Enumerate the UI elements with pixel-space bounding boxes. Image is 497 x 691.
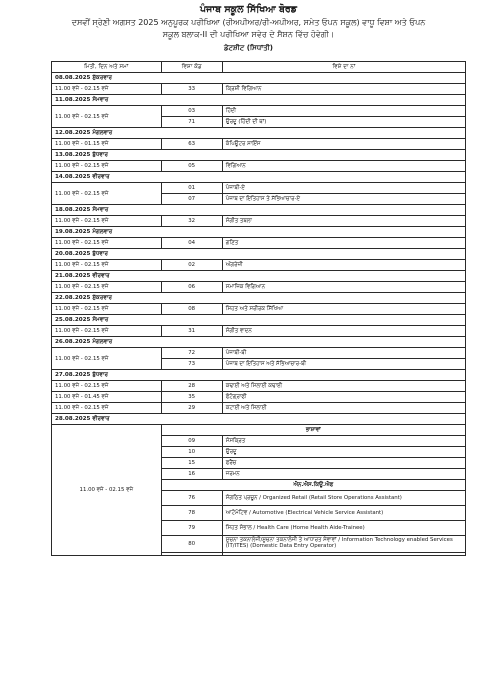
date-row: 18.08.2025 ਸੋਮਵਾਰ [52,205,466,216]
subject-code-cell: 05 [161,161,222,172]
subject-code-cell: 04 [161,238,222,249]
subject-code-cell: 73 [161,359,222,370]
subject-name-cell: ਸਿਹਤ ਸੰਭਾਲ / Health Care (Home Health Aide-Trainee) [222,521,465,536]
time-cell: 11.00 ਵਜੇ - 02.15 ਵਜੇ [52,425,162,556]
subject-name-cell: ਫਰੈਂਚ [222,458,465,469]
time-cell: 11.00 ਵਜੇ - 02.15 ਵਜੇ [52,403,162,414]
table-row [52,260,466,271]
table-row [52,139,466,150]
time-cell: 11.00 ਵਜੇ - 02.15 ਵਜੇ [52,381,162,392]
time-cell: 11.00 ਵਜੇ - 02.15 ਵਜੇ [52,183,162,205]
subject-name-cell: ਹਿੰਦੀ [222,106,465,117]
table-row [52,392,466,403]
subject-name-cell: ਪੰਜਾਬੀ-ਬੀ [222,348,465,359]
date-row: 26.08.2025 ਮੰਗਲਵਾਰ [52,337,466,348]
subject-name-cell: ਉਰਦੂ (ਹਿੰਦੀ ਦੀ ਥਾਂ) [222,117,465,128]
subject-code-cell: 10 [161,447,222,458]
date-row: 19.08.2025 ਮੰਗਲਵਾਰ [52,227,466,238]
time-cell: 11.00 ਵਜੇ - 02.15 ਵਜੇ [52,84,162,95]
subject-name-cell: ਕਟਾਈ ਅਤੇ ਸਿਲਾਈ [222,403,465,414]
table-row [52,106,466,117]
time-cell: 11.00 ਵਜੇ - 02.15 ਵਜੇ [52,348,162,370]
column-header-subject-code: ਵਿਸ਼ਾ ਕੋਡ [161,62,222,73]
date-row: 28.08.2025 ਵੀਰਵਾਰ [52,414,466,425]
subject-name-cell: ਵਿਗਿਆਨ [222,161,465,172]
subject-name-cell: ਆਟੋਮੋਟਿਵ / Automotive (Electrical Vehicle Service Assistant) [222,506,465,521]
subject-code-cell: 78 [161,506,222,521]
subject-name-cell: ਸੰਸਕ੍ਰਿਤ [222,436,465,447]
exam-description-line-2: ਸਕੂਲ ਬਲਾਕ-II ਦੀ ਪਰੀਖਿਆ ਸਵੇਰ ਦੇ ਸੈਸ਼ਨ ਵਿੱਚ ਹੋਵੇਗੀ। [162,30,335,39]
time-cell: 11.00 ਵਜੇ - 02.15 ਵਜੇ [52,282,162,293]
subject-name-cell: ਸੂਚਨਾ ਤਕਨਾਲੋਜੀ/ਸੂਚਨਾ ਤਕਨਾਲੋਜੀ ਤੇ ਆਧਾਰਤ ਸੇਵਾਵਾਂ / Information Technology enabled Services (IT/ITES) (Domestic Data Entry Operator) [222,536,465,553]
table-row [52,282,466,293]
date-row: 25.08.2025 ਸੋਮਵਾਰ [52,315,466,326]
time-cell: 11.00 ਵਜੇ - 01.15 ਵਜੇ [52,139,162,150]
subject-code-cell: 01 [161,183,222,194]
table-spacer-cell [222,553,465,556]
table-row [52,238,466,249]
languages-subheading: ਭਾਸ਼ਾਵਾਂ [161,425,465,436]
subject-name-cell: ਗਣਿਤ [222,238,465,249]
subject-name-cell: ਉਰਦੂ [222,447,465,458]
time-cell: 11.00 ਵਜੇ - 02.15 ਵਜੇ [52,260,162,271]
date-sheet-table [51,61,466,556]
subject-code-cell: 07 [161,194,222,205]
subject-code-cell: 72 [161,348,222,359]
subject-name-cell: ਫੋਟੋਗ੍ਰਾਫੀ [222,392,465,403]
time-cell: 11.00 ਵਜੇ - 02.15 ਵਜੇ [52,238,162,249]
date-row: 20.08.2025 ਬੁੱਧਵਾਰ [52,249,466,260]
subject-code-cell: 28 [161,381,222,392]
table-row [52,381,466,392]
subject-name-cell: ਪੰਜਾਬ ਦਾ ਇਤਿਹਾਸ ਅਤੇ ਸੱਭਿਆਚਾਰ-ਬੀ [222,359,465,370]
exam-description-line-1: ਦਸਵੀਂ ਸ੍ਰੇਣੀ ਅਗਸਤ 2025 ਅਨੁਪੂਰਕ ਪਰੀਖਿਆ (ਰੀਅਪੀਅਰ/ਰੀ-ਅਪੀਅਰ, ਸਮੇਤ ਓਪਨ ਸਕੂਲ) ਵਾਧੂ ਵਿਸ਼ਾ ਅਤੇ ਓਪਨ [71,18,426,27]
table-row [52,216,466,227]
subject-code-cell: 33 [161,84,222,95]
subject-name-cell: ਸਿਹਤ ਅਤੇ ਸਰੀਰਕ ਸਿੱਖਿਆ [222,304,465,315]
table-row [52,326,466,337]
date-row: 13.08.2025 ਬੁੱਧਵਾਰ [52,150,466,161]
subject-name-cell: ਕਢਾਈ ਅਤੇ ਸਿਲਾਈ ਕਢਾਈ [222,381,465,392]
subject-code-cell: 06 [161,282,222,293]
date-row: 22.08.2025 ਸ਼ੁੱਕਰਵਾਰ [52,293,466,304]
subject-code-cell: 35 [161,392,222,403]
subject-name-cell: ਸੰਗੀਤ ਵਾਦਨ [222,326,465,337]
date-row: 14.08.2025 ਵੀਰਵਾਰ [52,172,466,183]
time-cell: 11.00 ਵਜੇ - 01.45 ਵਜੇ [52,392,162,403]
subject-code-cell: 32 [161,216,222,227]
subject-code-cell: 71 [161,117,222,128]
subject-name-cell: ਪੰਜਾਬੀ-ਏ [222,183,465,194]
subject-code-cell: 15 [161,458,222,469]
column-header-date-time: ਮਿਤੀ, ਦਿਨ ਅਤੇ ਸਮਾਂ [52,62,162,73]
subject-name-cell: ਕੰਪਿਊਟਰ ਸਾਇੰਸ [222,139,465,150]
subject-code-cell: 31 [161,326,222,337]
subject-code-cell: 80 [161,536,222,553]
table-row [52,425,466,436]
date-row: 08.08.2025 ਸ਼ੁੱਕਰਵਾਰ [52,73,466,84]
table-row [52,304,466,315]
subject-name-cell: ਜਰਮਨ [222,469,465,480]
table-row [52,403,466,414]
date-row: 27.08.2025 ਬੁੱਧਵਾਰ [52,370,466,381]
time-cell: 11.00 ਵਜੇ - 02.15 ਵਜੇ [52,326,162,337]
date-sheet-heading: ਡੇਟਸ਼ੀਟ (ਸਿਧਾਂਤੀ) [223,44,274,52]
subject-code-cell: 29 [161,403,222,414]
subject-name-cell: ਕ੍ਰਿਸ਼ੀ ਵਿਗਿਆਨ [222,84,465,95]
column-header-subject-name: ਵਿਸ਼ੇ ਦਾ ਨਾਂ [222,62,465,73]
subject-code-cell: 02 [161,260,222,271]
date-row: 21.08.2025 ਵੀਰਵਾਰ [52,271,466,282]
subject-name-cell: ਸਮਾਜਿਕ ਵਿਗਿਆਨ [222,282,465,293]
subject-name-cell: ਸੰਗੀਤ ਤਬਲਾ [222,216,465,227]
table-row [52,183,466,194]
date-row: 12.08.2025 ਮੰਗਲਵਾਰ [52,128,466,139]
subject-code-cell: 63 [161,139,222,150]
subject-code-cell: 79 [161,521,222,536]
time-cell: 11.00 ਵਜੇ - 02.15 ਵਜੇ [52,161,162,172]
subject-code-cell: 03 [161,106,222,117]
table-row [52,84,466,95]
subject-code-cell: 08 [161,304,222,315]
time-cell: 11.00 ਵਜੇ - 02.15 ਵਜੇ [52,106,162,128]
subject-name-cell: ਸੰਗਠਿਤ ਪ੍ਰਚੂਨ / Organized Retail (Retail Store Operations Assistant) [222,491,465,506]
table-header-row [52,62,466,73]
subject-code-cell: 09 [161,436,222,447]
nsqf-subheading: ਐਨ.ਐਸ.ਕਿਊ.ਐਫ [161,480,465,491]
time-cell: 11.00 ਵਜੇ - 02.15 ਵਜੇ [52,216,162,227]
subject-code-cell: 76 [161,491,222,506]
board-title: ਪੰਜਾਬ ਸਕੂਲ ਸਿੱਖਿਆ ਬੋਰਡ [200,4,297,15]
subject-code-cell: 16 [161,469,222,480]
table-spacer-cell [161,553,222,556]
time-cell: 11.00 ਵਜੇ - 02.15 ਵਜੇ [52,304,162,315]
table-row [52,348,466,359]
subject-name-cell: ਪੰਜਾਬ ਦਾ ਇਤਿਹਾਸ ਤੇ ਸੱਭਿਆਚਾਰ-ਏ [222,194,465,205]
table-row [52,161,466,172]
date-row: 11.08.2025 ਸੋਮਵਾਰ [52,95,466,106]
subject-name-cell: ਅੰਗਰੇਜ਼ੀ [222,260,465,271]
